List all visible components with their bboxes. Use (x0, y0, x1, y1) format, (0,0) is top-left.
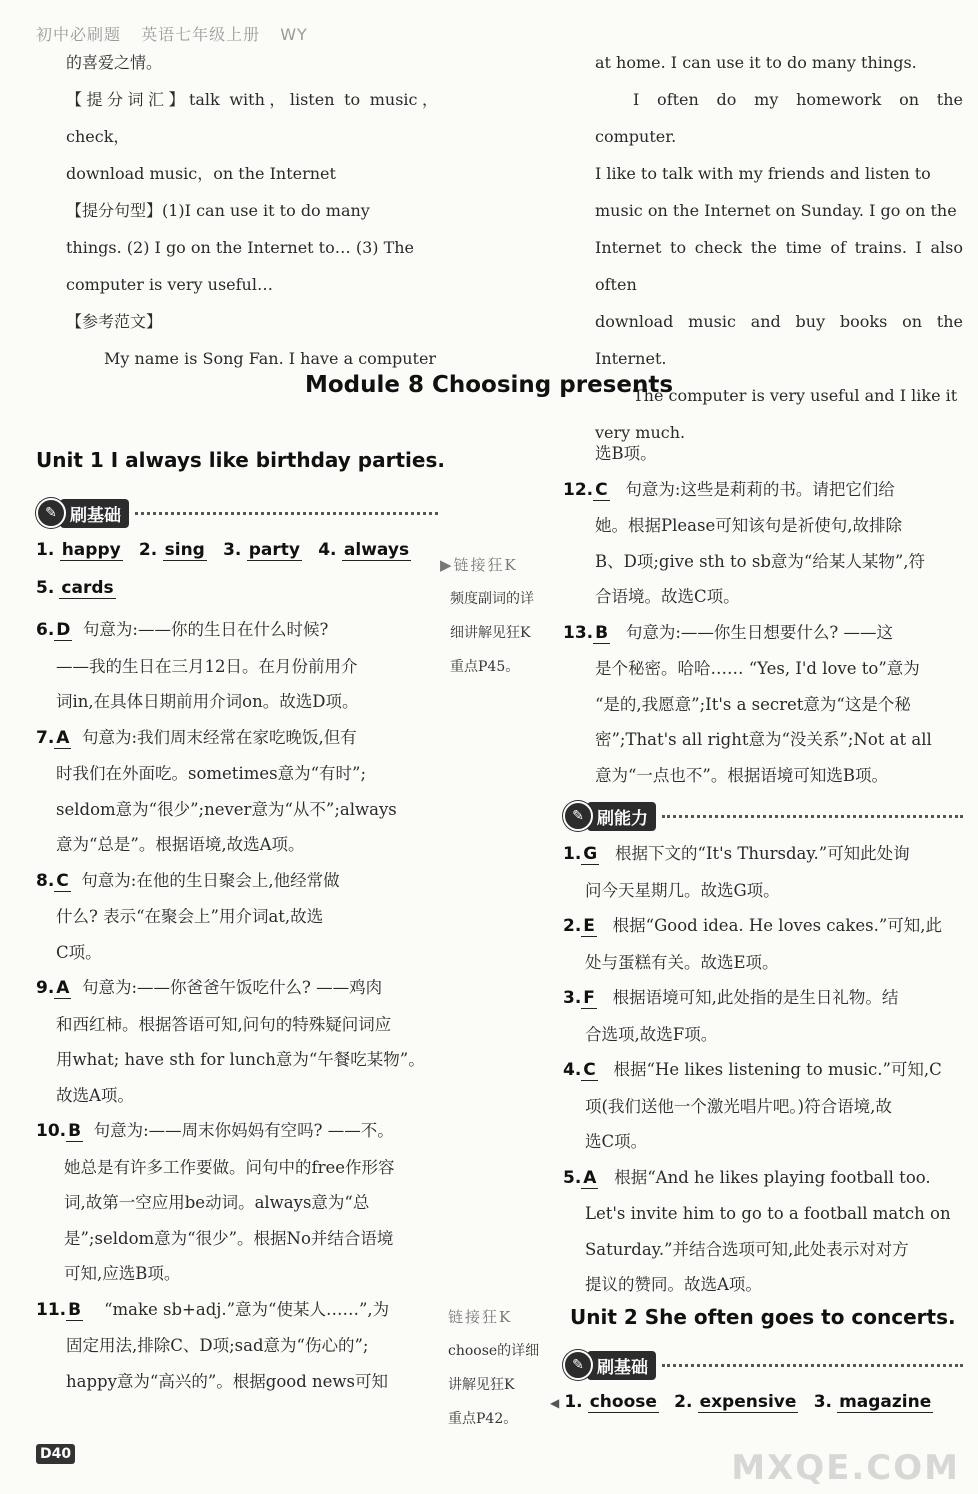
explanation-7: 7. A 句意为:我们周末经常在家吃晚饭,但有 (36, 727, 357, 748)
module-title: Module 8 Choosing presents (304, 372, 674, 398)
text-line: 什么? 表示“在聚会上”用介词at,故选 (56, 907, 324, 926)
text-line: 时我们在外面吃。sometimes意为“有时”; (56, 764, 367, 783)
text-line: 【参考范文】 (66, 312, 163, 331)
answer: party (248, 540, 300, 560)
pencil-icon: ✎ (563, 801, 593, 831)
text-line: computer is very useful… (66, 275, 273, 294)
answer-row (36, 578, 116, 598)
answer-row (550, 1392, 960, 1412)
text-line: My name is Song Fan. I have a computer (104, 349, 437, 368)
text-line: 选B项。 (595, 444, 657, 463)
text-line: very much. (595, 423, 686, 442)
text-line: 处与蛋糕有关。故选E项。 (585, 952, 779, 972)
explanation-6: 6. D 句意为:——你的生日在什么时候? (36, 620, 329, 640)
right-explanations (563, 436, 963, 793)
item-number: 1. (36, 540, 55, 560)
text-line: 用what; have sth for lunch意为“午餐吃某物”。 (56, 1050, 425, 1069)
text-line: music on the Internet on Sunday. I go on the (595, 201, 957, 220)
text-line: B、D项;give sth to sb意为“给某人某物”,符 (595, 551, 926, 571)
basic-badge (36, 498, 438, 528)
ability-1: 1. G 根据下文的“It's Thursday.”可知此处询 (563, 844, 910, 864)
item-number: 4. (318, 540, 337, 560)
answer: happy (61, 540, 121, 560)
explanation-13: 13. B 句意为:——你生日想要什么? ——这 (563, 622, 893, 643)
ability-explanations (563, 836, 963, 1303)
item-number: 2. (138, 540, 158, 560)
ability-4: 4. C 根据“He likes listening to music.”可知,C (563, 1060, 942, 1080)
ability-5: 5. A 根据“And he likes playing football too. (563, 1167, 931, 1188)
text-line: 可知,应选B项。 (64, 1264, 181, 1283)
text-line: 问今天星期几。故选G项。 (585, 880, 780, 900)
text-line: The computer is very useful and I like it (633, 386, 958, 405)
header-edition: WY (280, 25, 308, 44)
item-number: 3. (813, 1392, 832, 1412)
badge-label: 刷能力 (587, 802, 656, 831)
side-note-link (440, 548, 558, 684)
text-line: 故选A项。 (56, 1085, 134, 1105)
text-line: things. (2) I go on the Internet to… (3) The (66, 238, 415, 257)
dotted-rule (662, 815, 963, 818)
badge-label: 刷基础 (60, 499, 129, 528)
text-line: 频度副词的详 (450, 591, 534, 607)
text-line: 密”;That's all right意为“没关系”;Not at all (595, 730, 932, 749)
text-line: Let's invite him to go to a football match on (585, 1204, 951, 1223)
watermark: MXQE.COM (731, 1448, 960, 1488)
side-note-title: ▶链接狂K (440, 556, 518, 574)
pencil-icon: ✎ (36, 498, 66, 528)
text-line: choose的详细 (448, 1343, 540, 1359)
explanation-12: 12. C 句意为:这些是莉莉的书。请把它们给 (563, 479, 895, 500)
text-line: download music，on the Internet (66, 164, 336, 183)
answer: expensive (699, 1392, 797, 1412)
text-line: download music and buy books on the Internet. (595, 312, 963, 368)
dotted-rule (662, 1364, 963, 1367)
essay-notes-left (66, 44, 438, 377)
text-line: 重点P42。 (448, 1411, 518, 1427)
text-line: 意为“一点也不”。根据语境可知选B项。 (595, 765, 888, 785)
text-line: 她总是有许多工作要做。问句中的free作形容 (64, 1157, 395, 1177)
explanation-10: 10. B 句意为:——周末你妈妈有空吗? ——不。 (36, 1121, 394, 1141)
text-line: 词in,在具体日期前用介词on。故选D项。 (56, 692, 359, 711)
text-line: 【提分词汇】talk with，listen to music，check， (66, 90, 438, 146)
text-line: Internet to check the time of trains. I also often (595, 238, 963, 294)
header-subject: 英语七年级上册 (141, 25, 261, 44)
text-line: 重点P45。 (450, 659, 520, 675)
text-line: 是”;seldom意为“很少”。根据No并结合语境 (64, 1228, 394, 1248)
running-header (36, 22, 322, 45)
text-line: ——我的生日在三月12日。在月份前用介 (56, 656, 358, 676)
answer: always (343, 540, 410, 560)
page-number: D40 (36, 1444, 75, 1464)
explanation-8: 8. C 句意为:在他的生日聚会上,他经常做 (36, 870, 340, 891)
dotted-rule (135, 512, 438, 515)
text-line: 细讲解见狂K (450, 625, 531, 641)
text-line: 她。根据Please可知该句是祈使句,故排除 (595, 516, 902, 535)
badge-label: 刷基础 (587, 1351, 656, 1380)
text-line: 的喜爱之情。 (66, 53, 163, 72)
text-line: 意为“总是”。根据语境,故选A项。 (56, 835, 305, 854)
basic-badge-unit2 (563, 1350, 963, 1380)
explanation-11: 11. B “make sb+adj.”意为“使某人……”,为 (36, 1299, 390, 1320)
text-line: 和西红柿。根据答语可知,问句的特殊疑问词应 (56, 1014, 392, 1034)
text-line: at home. I can use it to do many things. (595, 53, 917, 72)
item-number: 3. (223, 540, 242, 560)
text-line: Saturday.”并结合选项可知,此处表示对对方 (585, 1239, 909, 1259)
text-line: I often do my homework on the computer. (595, 90, 963, 146)
text-line: seldom意为“很少”;never意为“从不”;always (56, 799, 397, 819)
unit1-title: Unit 1 I always like birthday parties. (36, 448, 445, 472)
unit2-title: Unit 2 She often goes to concerts. (570, 1305, 956, 1329)
item-number: 2. (674, 1392, 693, 1412)
answer-row (36, 540, 436, 560)
text-line: 合语境。故选C项。 (595, 587, 740, 606)
answer: sing (164, 540, 205, 560)
answer: cards (61, 578, 114, 598)
text-line: 项(我们送他一个激光唱片吧。)符合语境,故 (585, 1096, 892, 1116)
text-line: 词,故第一空应用be动词。always意为“总 (64, 1193, 370, 1212)
item-number: 1. (564, 1392, 583, 1412)
text-line: 选C项。 (585, 1132, 648, 1151)
ability-3: 3. F 根据语境可知,此处指的是生日礼物。结 (563, 988, 899, 1008)
answer: magazine (839, 1392, 932, 1412)
text-line: 合选项,故选F项。 (585, 1024, 718, 1044)
pencil-icon: ✎ (563, 1350, 593, 1380)
text-line: 【提分句型】(1)I can use it to do many (66, 201, 370, 220)
item-number: 5. (36, 578, 55, 598)
text-line: I like to talk with my friends and listen to (595, 164, 931, 183)
text-line: 是个秘密。哈哈…… “Yes, I'd love to”意为 (595, 659, 920, 678)
side-note-title: 链接狂K (448, 1308, 513, 1326)
explanation-9: 9. A 句意为:——你爸爸午饭吃什么? ——鸡肉 (36, 978, 383, 998)
header-book: 初中必刷题 (36, 25, 122, 44)
text-line: 提议的赞同。故选A项。 (585, 1275, 762, 1294)
answer: choose (589, 1392, 657, 1412)
pointer-arrow-icon: ◀ (550, 1396, 560, 1410)
text-line: “是的,我愿意”;It's a secret意为“这是个秘 (595, 694, 911, 714)
text-line: happy意为“高兴的”。根据good news可知 (66, 1371, 388, 1391)
ability-badge (563, 801, 963, 831)
text-line: 固定用法,排除C、D项;sad意为“伤心的”; (66, 1336, 369, 1355)
ability-2: 2. E 根据“Good idea. He loves cakes.”可知,此 (563, 916, 943, 936)
text-line: C项。 (56, 942, 102, 962)
side-note-link (448, 1300, 556, 1436)
left-explanations (36, 612, 436, 1399)
text-line: 讲解见狂K (448, 1377, 515, 1393)
